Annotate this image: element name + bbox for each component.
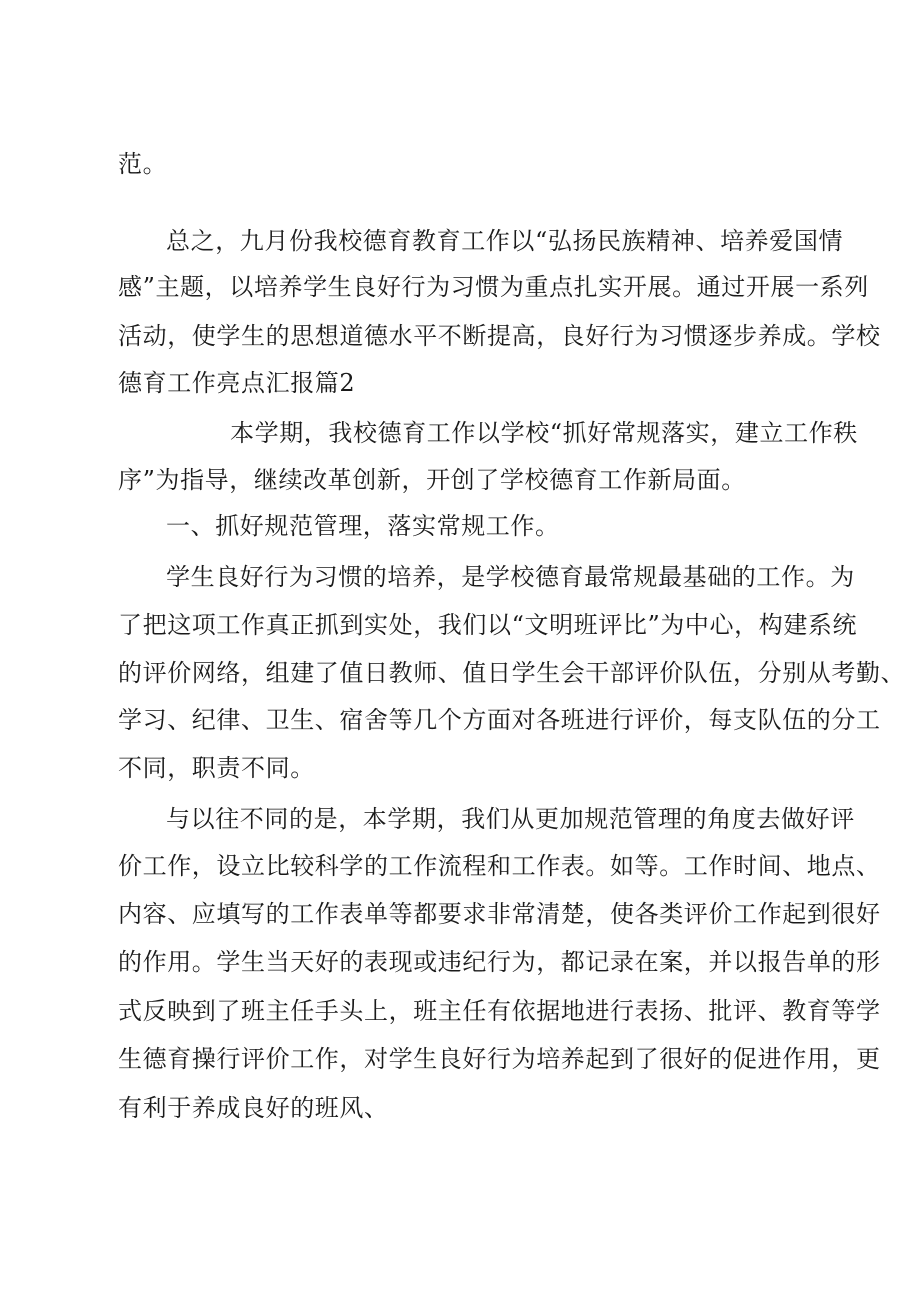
text-line: 了把这项工作真正抓到实处，我们以“文明班评比”为中心，构建系统 <box>118 611 858 639</box>
text-line: 式反映到了班主任手头上，班主任有依据地进行表扬、批评、教育等学 <box>118 997 881 1025</box>
text-line: 活动，使学生的思想道德水平不断提高，良好行为习惯逐步养成。学校 <box>118 322 881 350</box>
paragraph-start-line: 与以往不同的是，本学期，我们从更加规范管理的角度去做好评 <box>166 805 855 833</box>
heading-line: 一、抓好规范管理，落实常规工作。 <box>166 512 560 540</box>
text-line: 的作用。学生当天好的表现或违纪行为，都记录在案，并以报告单的形 <box>118 948 881 976</box>
section-title-line: 德育工作亮点汇报篇2 <box>118 369 356 397</box>
text-line: 价工作，设立比较科学的工作流程和工作表。如等。工作时间、地点、 <box>118 852 881 880</box>
text-line: 的评价网络，组建了值日教师、值日学生会干部评价队伍，分别从考勤、 <box>118 659 906 687</box>
paragraph-start-line: 学生良好行为习惯的培养，是学校德育最常规最基础的工作。为 <box>166 563 855 591</box>
text-line: 不同，职责不同。 <box>118 754 315 782</box>
text-line: 学习、纪律、卫生、宿舍等几个方面对各班进行评价，每支队伍的分工 <box>118 706 881 734</box>
text-line: 生德育操行评价工作，对学生良好行为培养起到了很好的促进作用，更 <box>118 1045 881 1073</box>
text-line: 内容、应填写的工作表单等都要求非常清楚，使各类评价工作起到很好 <box>118 900 881 928</box>
text-line: 范。 <box>118 150 168 178</box>
paragraph-start-line: 本学期，我校德育工作以学校“抓好常规落实，建立工作秩 <box>230 419 858 447</box>
text-line: 有利于养成良好的班风、 <box>118 1094 389 1122</box>
paragraph-start-line: 总之，九月份我校德育教育工作以“弘扬民族精神、培养爱国情 <box>166 227 844 255</box>
text-line: 感”主题，以培养学生良好行为习惯为重点扎实开展。通过开展一系列 <box>118 273 869 301</box>
text-line: 序”为指导，继续改革创新，开创了学校德育工作新局面。 <box>118 466 746 494</box>
